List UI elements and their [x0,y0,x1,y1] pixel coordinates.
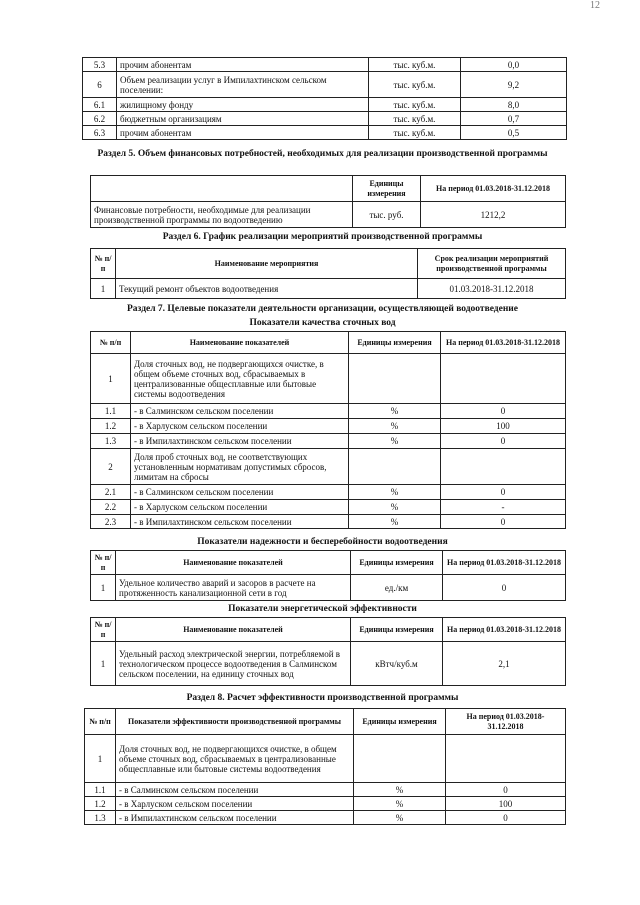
header-period: На период 01.03.2018-31.12.2018 [443,551,566,575]
row-number: 1 [91,642,116,686]
table-header [85,709,566,735]
table-row [91,575,566,601]
row-unit: % [354,783,446,797]
header-empty [91,176,353,202]
header-name: Показатели эффективности производственной программы [116,709,354,735]
row-unit: тыс. руб. [353,202,421,228]
row-number: 6.1 [83,98,117,112]
table-row [91,515,566,529]
row-name: - в Салминском сельском поселении [131,404,349,419]
row-number: 1.2 [85,797,116,811]
header-unit: Единицы измерения [353,176,421,202]
row-name: бюджетным организациям [117,112,369,126]
page-number: 12 [590,0,600,11]
row-number: 6.3 [83,126,117,140]
row-unit: % [349,515,441,529]
table-row [83,112,567,126]
row-number: 1.3 [91,434,131,449]
row-number: 6 [83,72,117,98]
row-number: 1 [91,279,116,299]
row-name: Удельное количество аварий и засоров в расчете на протяженность канализационной сети в год [116,575,351,601]
row-number: 5.3 [83,58,117,72]
row-name: Доля сточных вод, не подвергающихся очистке, в общем объеме сточных вод, сбрасываемых в централизованные общесплавные или бытовые системы водоотведения [116,735,354,783]
row-name: прочим абонентам [117,58,369,72]
section8-table [84,708,566,825]
table-header [91,332,566,354]
row-unit: тыс. куб.м. [369,112,461,126]
row-name: - в Салминском сельском поселении [116,783,354,797]
header-name: Наименование мероприятия [116,249,418,279]
header-period: На период 01.03.2018-31.12.2018 [421,176,566,202]
energy-subtitle: Показатели энергетической эффективности [228,604,417,614]
header-num: № п/п [91,618,116,642]
section6-table [90,248,566,299]
row-number: 2.2 [91,500,131,515]
row-term: 01.03.2018-31.12.2018 [418,279,566,299]
row-name: Текущий ремонт объектов водоотведения [116,279,418,299]
table-header [91,249,566,279]
table-header [91,551,566,575]
row-value: - [441,500,566,515]
row-value: 0 [446,783,566,797]
row-number: 6.2 [83,112,117,126]
row-name: Доля сточных вод, не подвергающихся очистке, в общем объеме сточных вод, сбрасываемых в централизованные общесплавные или бытовые системы водоотведения [131,354,349,404]
row-number: 1 [91,354,131,404]
quality-subtitle: Показатели качества сточных вод [249,318,396,328]
row-value: 100 [446,797,566,811]
table-header [91,618,566,642]
row-name: Доля проб сточных вод, не соответствующих установленным нормативам допустимых сбросов, лимитам на сбросы [131,449,349,485]
header-period: На период 01.03.2018-31.12.2018 [441,332,566,354]
row-unit: % [349,404,441,419]
row-value: 0 [441,434,566,449]
row-unit: тыс. куб.м. [369,72,461,98]
section5-table [90,175,566,228]
row-unit: % [349,500,441,515]
table-row [91,434,566,449]
row-unit: % [354,797,446,811]
row-number: 1.2 [91,419,131,434]
row-name: - в Импилахтинском сельском поселении [131,515,349,529]
row-value: 100 [441,419,566,434]
table-row [91,500,566,515]
row-unit [349,449,441,485]
row-number: 2 [91,449,131,485]
row-unit: % [349,419,441,434]
row-name: - в Салминском сельском поселении [131,485,349,500]
volume-table [82,57,567,140]
row-name: Удельный расход электрической энергии, потребляемой в технологическом процессе водоотведения в Салминском сельском поселении, на единицу сточных вод [116,642,351,686]
row-unit: % [349,485,441,500]
row-unit: тыс. куб.м. [369,58,461,72]
header-num: № п/п [91,551,116,575]
header-num: № п/п [91,249,116,279]
row-value [441,449,566,485]
row-unit: кВтч/куб.м [351,642,443,686]
section8-title: Раздел 8. Расчет эффективности производственной программы [186,693,459,703]
table-row [91,354,566,404]
reliability-table [90,550,566,601]
table-row [91,485,566,500]
table-row [91,449,566,485]
row-value: 0 [443,575,566,601]
table-row [85,783,566,797]
energy-table [90,617,566,686]
row-value: 0 [441,515,566,529]
row-number: 1.3 [85,811,116,825]
table-row [83,126,567,140]
quality-table [90,331,566,529]
row-name: - в Харлуском сельском поселении [116,797,354,811]
row-unit: тыс. куб.м. [369,98,461,112]
row-number: 2.1 [91,485,131,500]
row-value: 9,2 [461,72,567,98]
table-row [91,404,566,419]
row-value: 0 [446,811,566,825]
header-unit: Единицы измерения [351,551,443,575]
table-row [85,797,566,811]
row-unit [349,354,441,404]
row-unit: тыс. куб.м. [369,126,461,140]
header-num: № п/п [85,709,116,735]
row-value: 0,0 [461,58,567,72]
row-value: 2,1 [443,642,566,686]
table-row [85,811,566,825]
row-unit [354,735,446,783]
row-name: - в Харлуском сельском поселении [131,419,349,434]
header-unit: Единицы измерения [354,709,446,735]
row-name: Объем реализации услуг в Импилахтинском сельском поселении: [117,72,369,98]
row-value: 1212,2 [421,202,566,228]
section5-title: Раздел 5. Объем финансовых потребностей, необходимых для реализации производственной программы [97,149,548,159]
table-row [91,642,566,686]
header-term: Срок реализации мероприятий производственной программы [418,249,566,279]
header-name: Наименование показателей [116,618,351,642]
table-row [83,72,567,98]
row-number: 1 [85,735,116,783]
row-name: Финансовые потребности, необходимые для реализации производственной программы по водоотведению [91,202,353,228]
row-value [441,354,566,404]
row-name: - в Харлуском сельском поселении [131,500,349,515]
row-value [446,735,566,783]
table-row [91,419,566,434]
row-name: жилищному фонду [117,98,369,112]
row-value: 0,7 [461,112,567,126]
header-num: № п/п [91,332,131,354]
row-number: 1.1 [85,783,116,797]
row-unit: % [349,434,441,449]
row-name: - в Импилахтинском сельском поселении [116,811,354,825]
row-number: 2.3 [91,515,131,529]
row-unit: ед./км [351,575,443,601]
header-period: На период 01.03.2018-31.12.2018 [446,709,566,735]
row-number: 1 [91,575,116,601]
table-row [91,202,566,228]
table-row [91,279,566,299]
table-row [83,98,567,112]
header-unit: Единицы измерения [349,332,441,354]
header-name: Наименование показателей [116,551,351,575]
row-unit: % [354,811,446,825]
table-row [83,58,567,72]
table-row [85,735,566,783]
row-value: 0 [441,485,566,500]
section7-title: Раздел 7. Целевые показатели деятельности организации, осуществляющей водоотведение [127,304,518,314]
header-period: На период 01.03.2018-31.12.2018 [443,618,566,642]
header-name: Наименование показателей [131,332,349,354]
row-name: прочим абонентам [117,126,369,140]
reliability-subtitle: Показатели надежности и бесперебойности водоотведения [197,537,448,547]
row-value: 8,0 [461,98,567,112]
table-header [91,176,566,202]
row-value: 0 [441,404,566,419]
section6-title: Раздел 6. График реализации мероприятий производственной программы [162,232,483,242]
row-name: - в Импилахтинском сельском поселении [131,434,349,449]
row-value: 0,5 [461,126,567,140]
header-unit: Единицы измерения [351,618,443,642]
row-number: 1.1 [91,404,131,419]
